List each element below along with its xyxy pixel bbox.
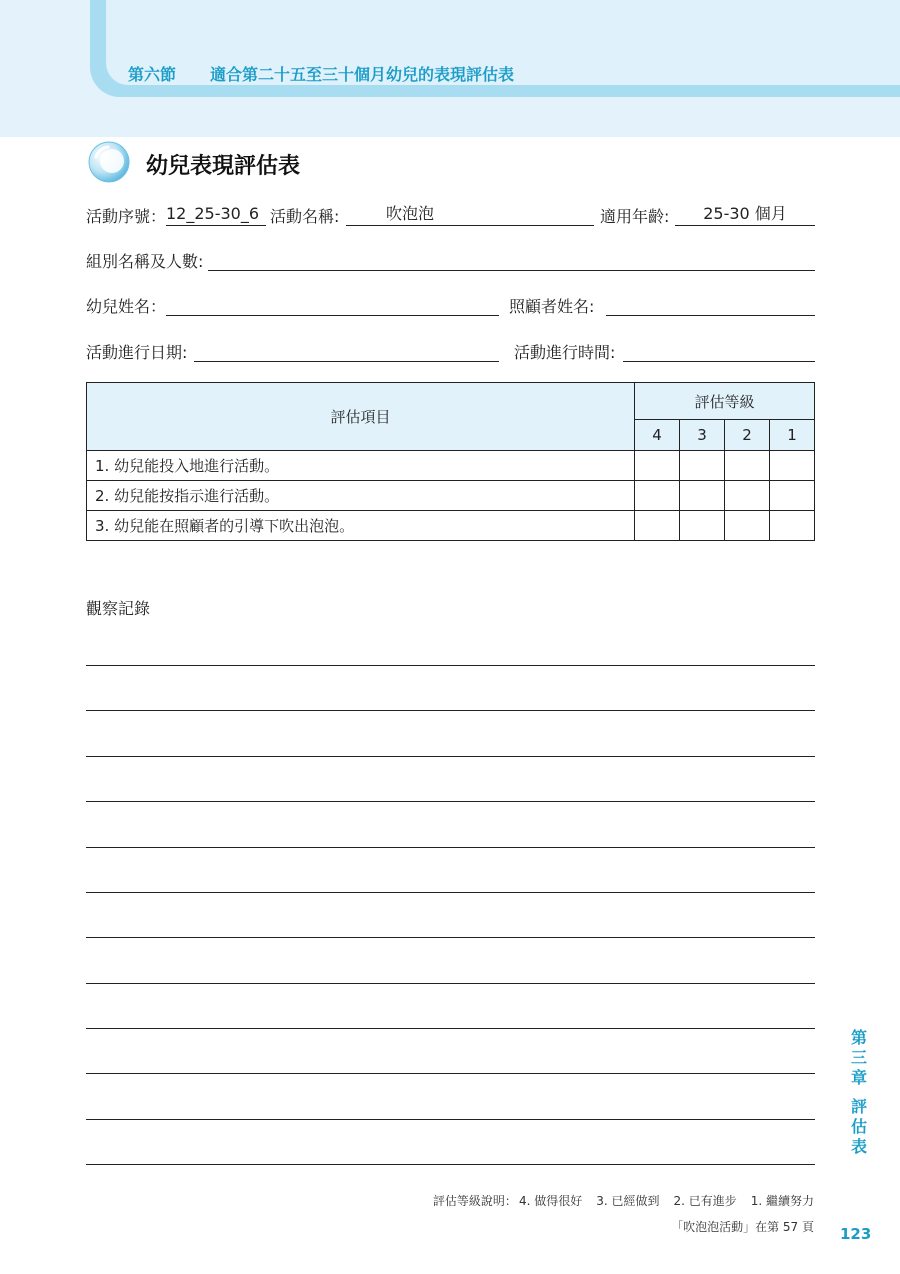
grade-3-header: 3 [680,420,725,451]
age-field[interactable]: 25-30 個月 [675,204,815,226]
age-label: 適用年齡: [600,207,670,226]
page-title: 幼兒表現評估表 [146,154,301,179]
legend-label: 評估等級說明： [432,1194,517,1208]
writing-line[interactable] [86,847,815,848]
item-cell: 1. 幼兒能投入地進行活動。 [87,451,635,481]
info-row-datetime [0,340,900,364]
grade-cell[interactable] [680,481,725,511]
child-name-label: 幼兒姓名： [86,297,167,316]
info-row-group [0,249,900,273]
time-field[interactable] [623,340,815,362]
child-name-field[interactable] [166,294,499,316]
grade-cell[interactable] [635,451,680,481]
grade-cell[interactable] [635,481,680,511]
activity-name-value: 吹泡泡 [386,204,435,223]
info-row-names [0,294,900,318]
grade-cell[interactable] [680,451,725,481]
table-header-row [87,383,815,420]
grade-cell[interactable] [770,481,815,511]
grade-cell[interactable] [725,511,770,541]
group-label: 組別名稱及人數: [86,252,204,271]
table-row [87,481,815,511]
info-row-activity [0,204,900,228]
grade-cell[interactable] [725,451,770,481]
activity-name-field[interactable] [346,204,594,226]
activity-name-label: 活動名稱: [270,207,340,226]
table-row [87,511,815,541]
activity-reference: 「吹泡泡活動」在第 57 頁 [671,1220,814,1234]
writing-line[interactable] [86,801,815,802]
carer-name-label: 照顧者姓名: [509,297,595,316]
legend-grade-2: 2. 已有進步 [673,1194,737,1208]
writing-line[interactable] [86,983,815,984]
grade-2-header: 2 [725,420,770,451]
page-number: 123 [840,1225,872,1243]
writing-line[interactable] [86,1028,815,1029]
grade-1-header: 1 [770,420,815,451]
time-label: 活動進行時間: [514,343,616,362]
item-cell: 3. 幼兒能在照顧者的引導下吹出泡泡。 [87,511,635,541]
writing-line[interactable] [86,665,815,666]
date-field[interactable] [194,340,499,362]
item-cell: 2. 幼兒能按指示進行活動。 [87,481,635,511]
writing-line[interactable] [86,756,815,757]
writing-line[interactable] [86,1073,815,1074]
activity-no-label: 活動序號： [86,207,167,226]
writing-line[interactable] [86,1164,815,1165]
grade-cell[interactable] [680,511,725,541]
legend-grade-3: 3. 已經做到 [596,1194,660,1208]
grade-legend [433,1192,814,1209]
item-header: 評估項目 [87,383,635,451]
observation-title: 觀察記錄 [86,599,151,618]
writing-line[interactable] [86,937,815,938]
grade-cell[interactable] [635,511,680,541]
grade-cell[interactable] [770,511,815,541]
carer-name-field[interactable] [606,294,815,316]
side-chapter-name: 評估表 [850,1097,867,1156]
grade-cell[interactable] [770,451,815,481]
header-title [128,62,514,85]
section-label: 第六節 [128,65,177,84]
header-stripes [0,0,68,137]
grade-4-header: 4 [635,420,680,451]
date-label: 活動進行日期: [86,343,188,362]
grade-header: 評估等級 [635,383,815,420]
side-chapter-label: 第三章 [850,1028,867,1087]
legend-grade-4: 4. 做得很好 [518,1194,583,1208]
group-field[interactable] [208,249,815,271]
writing-line[interactable] [86,710,815,711]
writing-line[interactable] [86,892,815,893]
activity-no-field[interactable]: 12_25-30_6 [166,204,266,226]
writing-line[interactable] [86,1119,815,1120]
grade-cell[interactable] [725,481,770,511]
evaluation-table [86,382,815,541]
section-title: 適合第二十五至三十個月幼兒的表現評估表 [210,65,515,84]
bubble-icon [88,141,130,183]
table-row [87,451,815,481]
legend-grade-1: 1. 繼續努力 [750,1194,814,1208]
